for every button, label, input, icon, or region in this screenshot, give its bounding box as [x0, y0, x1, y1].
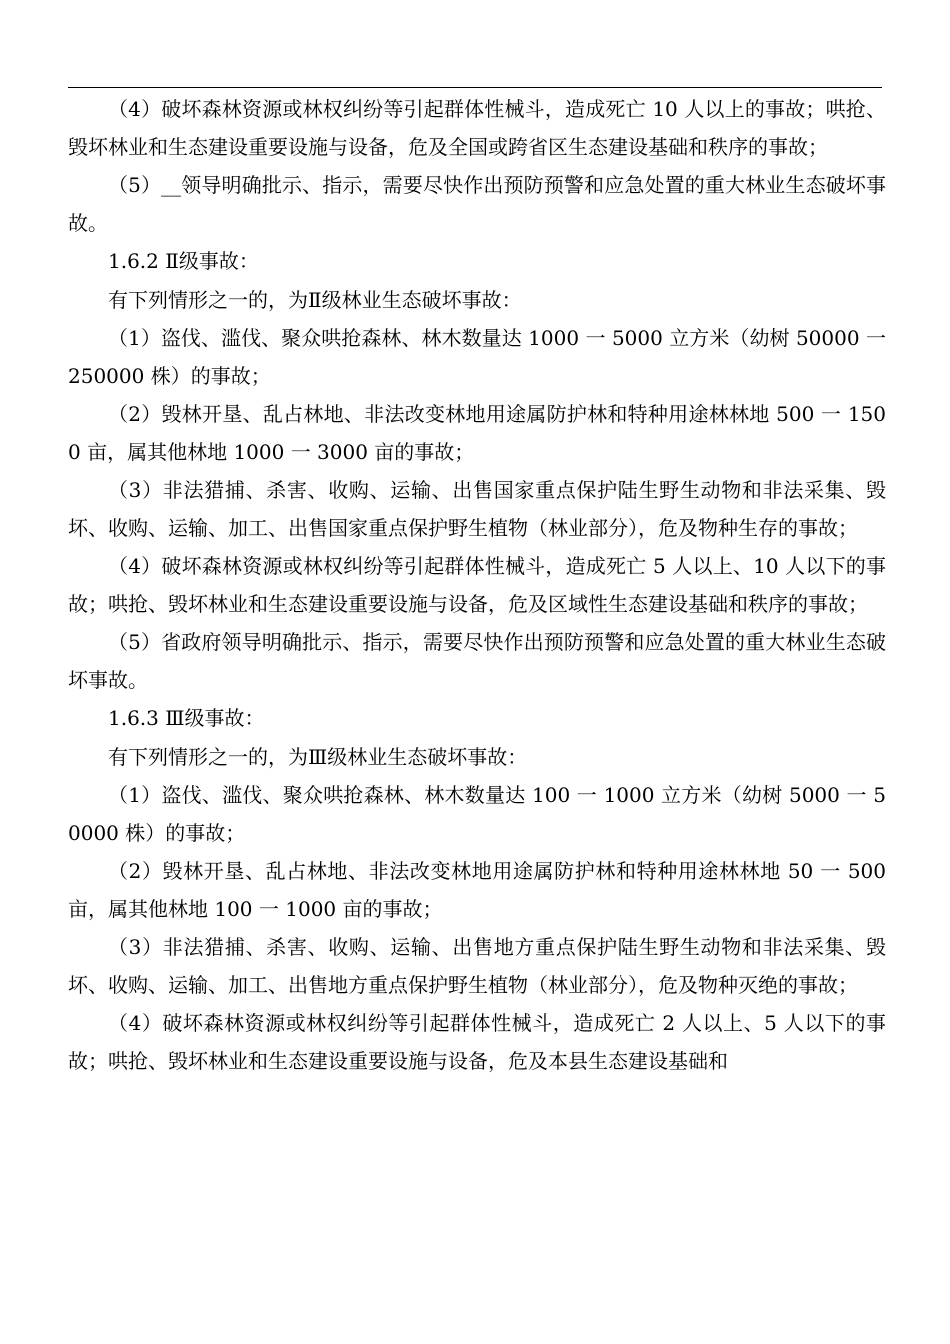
- section-heading-1-6-3: 1.6.3 Ⅲ级事故：: [108, 706, 265, 730]
- paragraph-item-3-level-2: （3）非法猎捕、杀害、收购、运输、出售国家重点保护陆生野生动物和非法采集、毁坏、收购、运输、加工、出售国家重点保护野生植物（林业部分），危及物种生存的事故；: [68, 478, 886, 540]
- paragraph-item-2-level-3: （2）毁林开垦、乱占林地、非法改变林地用途属防护林和特种用途林林地 50 一 500 亩，属其他林地 100 一 1000 亩的事故；: [68, 859, 886, 921]
- paragraph-item-2-level-2: （2）毁林开垦、乱占林地、非法改变林地用途属防护林和特种用途林林地 500 一 1500 亩，属其他林地 1000 一 3000 亩的事故；: [68, 402, 886, 464]
- document-body: [68, 91, 886, 1081]
- paragraph-item-1-level-3: （1）盗伐、滥伐、聚众哄抢森林、林木数量达 100 一 1000 立方米（幼树 5000 一 50000 株）的事故；: [68, 783, 886, 845]
- section-intro-level-3: 有下列情形之一的，为Ⅲ级林业生态破坏事故：: [108, 744, 528, 769]
- section-heading-1-6-2: 1.6.2 Ⅱ级事故：: [108, 249, 259, 273]
- paragraph-item-4-level-3: （4）破坏森林资源或林权纠纷等引起群体性械斗，造成死亡 2 人以上、5 人以下的事故；哄抢、毁坏林业和生态建设重要设施与设备，危及本县生态建设基础和: [68, 1011, 886, 1073]
- paragraph-item-1-level-2: （1）盗伐、滥伐、聚众哄抢森林、林木数量达 1000 一 5000 立方米（幼树 50000 一 250000 株）的事故；: [68, 326, 886, 388]
- paragraph-item-4-level-2: （4）破坏森林资源或林权纠纷等引起群体性械斗，造成死亡 5 人以上、10 人以下的事故；哄抢、毁坏林业和生态建设重要设施与设备，危及区域性生态建设基础和秩序的事故；: [68, 554, 886, 616]
- header-rule: [68, 87, 882, 88]
- section-intro-level-2: 有下列情形之一的，为Ⅱ级林业生态破坏事故：: [108, 287, 522, 312]
- paragraph-item-5-level-2: （5）省政府领导明确批示、指示，需要尽快作出预防预警和应急处置的重大林业生态破坏事故。: [68, 630, 886, 692]
- paragraph-item-5-level-1: （5）__领导明确批示、指示，需要尽快作出预防预警和应急处置的重大林业生态破坏事故。: [68, 173, 886, 235]
- paragraph-item-4-level-1: （4）破坏森林资源或林权纠纷等引起群体性械斗，造成死亡 10 人以上的事故；哄抢、毁坏林业和生态建设重要设施与设备，危及全国或跨省区生态建设基础和秩序的事故；: [68, 97, 886, 159]
- paragraph-item-3-level-3: （3）非法猎捕、杀害、收购、运输、出售地方重点保护陆生野生动物和非法采集、毁坏、收购、运输、加工、出售地方重点保护野生植物（林业部分），危及物种灭绝的事故；: [68, 935, 886, 997]
